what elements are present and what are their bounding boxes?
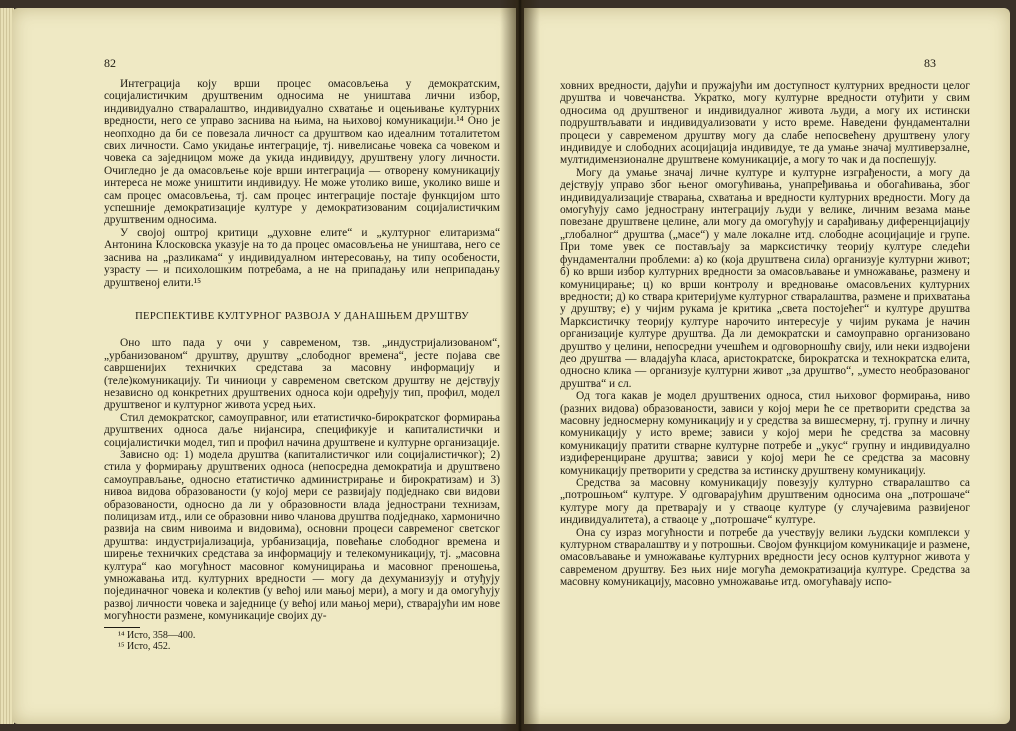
page-number-right: 83 [924,56,936,70]
paragraph: У својој оштрој критици „духовне елите“ и „културног елитаризма“ Антонина Клосковска указује на то да процес омасовљења не уништава, него се заснива на „разликама“ у индивидуалном интересовању, на типу особености, узрасту — и психолошким потребама, а не на припадању или неприпадању друштвеној елити.¹⁵ [104,226,500,289]
paragraph: Могу да умање значај личне културе и културне изграђености, а могу да дејствују управо због њеног омогућивања, унапређивања и обогаћивања, због индивидуализације стварања, схватања и вредности културних вредности. Могу да омогућују само једнострану интеграцију људи у велике, личним везама мање повезане друштвене целине, али могу да омогућују и сарађивању диференцијацију „глобалног“ друштва („масе“) у мале локалне итд. слободне асоцијације и групе. При томе увек се постављају за марксистичку теорију културе следећи фундаментални проблеми: а) ко (која друштвена сила) организује културни живот; б) ко врши избор културних вредности за омасовљавање и умножавање, размену и комуницирање; ц) ко врши контролу и вредновање омасовљених културних вредности; д) ко ствара критеријуме културног стваралаштва, размене и прихватања у друштву; е) у чијим рукама је критика „света постојећег“ и културе друштва Марксистичку теорију културе нарочито интересује у чијим рукама је начин организације културе друштва. Да ли демократски и самоуправно организовано друштво у целини, непосредни учешћем и одговорношћу свију, или неки издвојени део друштва — владајућа класа, аристократске, бирократска и технократска елита, односно клика — организује културни живот „за друштво“, „уместо необразованог друштва“ и сл. [560,166,970,390]
footnote: ¹⁴ Исто, 358—400. [118,629,196,641]
left-page-body [104,78,500,652]
paragraph: Стил демократског, самоуправног, или етатистичко-бирократског формирања друштвених односа даље нијансира, спецификује и капиталистички и социјалистички модел, тип и профил начина друштвене и културне организације. [104,411,500,449]
footnote: ¹⁵ Исто, 452. [118,640,171,652]
footnotes [104,630,500,652]
section-heading: ПЕРСПЕКТИВЕ КУЛТУРНОГ РАЗВОЈА У ДАНАШЊЕМ ДРУШТВУ [135,310,469,322]
paragraph: ховних вредности, дајући и пружајући им доступност културних вредности целог друштва и човечанства. Укратко, могу културне вредности отуђити у свим односима од друштвеног и индивидуалног живота људи, а могу их истински подруштвљавати и индивидуализовати у исто време. Наведени фундаментални процеси у савременом друштву могу да слабе непосвећену друштвену улогу индивидуе и слободних асоцијација индивидуе, те да умање значај мултиверзалне, мултидимензионалне друштвене комуникације, а могу то чак и да поспешују. [560,80,970,167]
paragraph: Оно што пада у очи у савременом, тзв. „индустријализованом“, „урбанизованом“ друштву, друштву „слободног времена“, јесте појава све савршенијих техничких средстава за масовну информацију и (теле)комуникацију. Ти чиниоци у савременом светском друштву не дејствују независно од конкретних друштвених односа који одређују тип, профил, модел друштвеног и културног живота усред њих. [104,337,500,412]
page-number-left: 82 [104,56,116,70]
book-gutter [500,0,540,731]
right-page [524,8,1010,724]
paragraph: Од тога какав је модел друштвених односа, стил њиховог формирања, ниво (разних видова) образованости, зависи у којој мери ће се претворити средства за масовну једносмерну комуникацију и у средства за вишесмерну, тј. групну и личну комуникацију у исто време; зависи у којој мери ће средства за масовну комуникацију пратити стварне културне потребе и „укус“ групну и индивидуално издиференциране друштва; зависи у којој мери ће се средства за масовну комуникацију претворити у средства за истинску друштвену комуникацију. [560,390,970,477]
left-page [12,8,516,724]
right-page-body [560,80,970,589]
footnote-divider [104,627,140,628]
paragraph: Интеграција коју врши процес омасовљења у демократским, социјалистичким друштвеним односима не уништава лични избор, индивидуално стваралаштво, индивидуално схватање и оцењивање културних вредности, него се управо заснива на њима, на њиховој комуникацији.¹⁴ Оно је неопходно да би се повезала личност са друштвом као идеалним тоталитетом свих личности. Само укидање интеграције, тј. нивелисање човека са човеком и човека са заједницом може да укида индивидуу, друштвену улогу личности. Очигледно је да омасовљење које врши интеграција — отворену комуникацију интереса не може уништити индивидуу. Не може утолико више, уколико више и сам процес омасовљења, тј. сам процес интеграције постаје функцијом што успешније демократизације културе у демократизованим социјалистичким друштвеним односима. [104,78,500,227]
paragraph: Зависно од: 1) модела друштва (капиталистичког или социјалистичког); 2) стила у формирању друштвених односа (непосредна демократија и друштвено самоуправљање, односно етатистичко администрирање и бирократизам) и 3) нивоа видова образованости (у којој мери се развијају подједнако сви видови образованости, односно да ли у образовности влада једнострани технизам, полицизам итд., или се образовни ниво чланова друштва подједнако, хармонично развија на свим нивоима и видовима), основни процеси савременог светског друштва: индустријализација, урбанизација, повећање слободног времена и ширење техничких средстава за информацију и телекомуникацију, тј. „масовна култура“ као могућност масовног комуницирања и масовног преношења, умножавања итд. културних вредности — могу да дехуманизују и отуђују појединачног човека и колектив (у већој или мањој мери), а могу и да омогућују развој личности човека и заједнице (у већој или мањој мери), стварајући им нове могућности размене, комуникације својих ду- [104,448,500,623]
paragraph: Средства за масовну комуникацију повезују културно стваралаштво са „потрошњом“ културе. У одговарајућим друштвеним односима она „потрошаче“ културе могу да претварају и у стваоце културе (у случајевима развијеног индивидуалитета), а стваоце у „потрошаче“ културе. [560,477,970,527]
paragraph: Она су израз могућности и потребе да учествују велики људски комплекси у културном стваралаштву и у потрошњи. Својом функцијом комуникације и размене, омасовљавање и умножавање културних вредности јесу основ културног живота у савременом друштву. Без њих није могућа демократизација културе. Средства за масовну комуникацију, масовно умножавање итд. омогућавају испо- [560,526,970,589]
